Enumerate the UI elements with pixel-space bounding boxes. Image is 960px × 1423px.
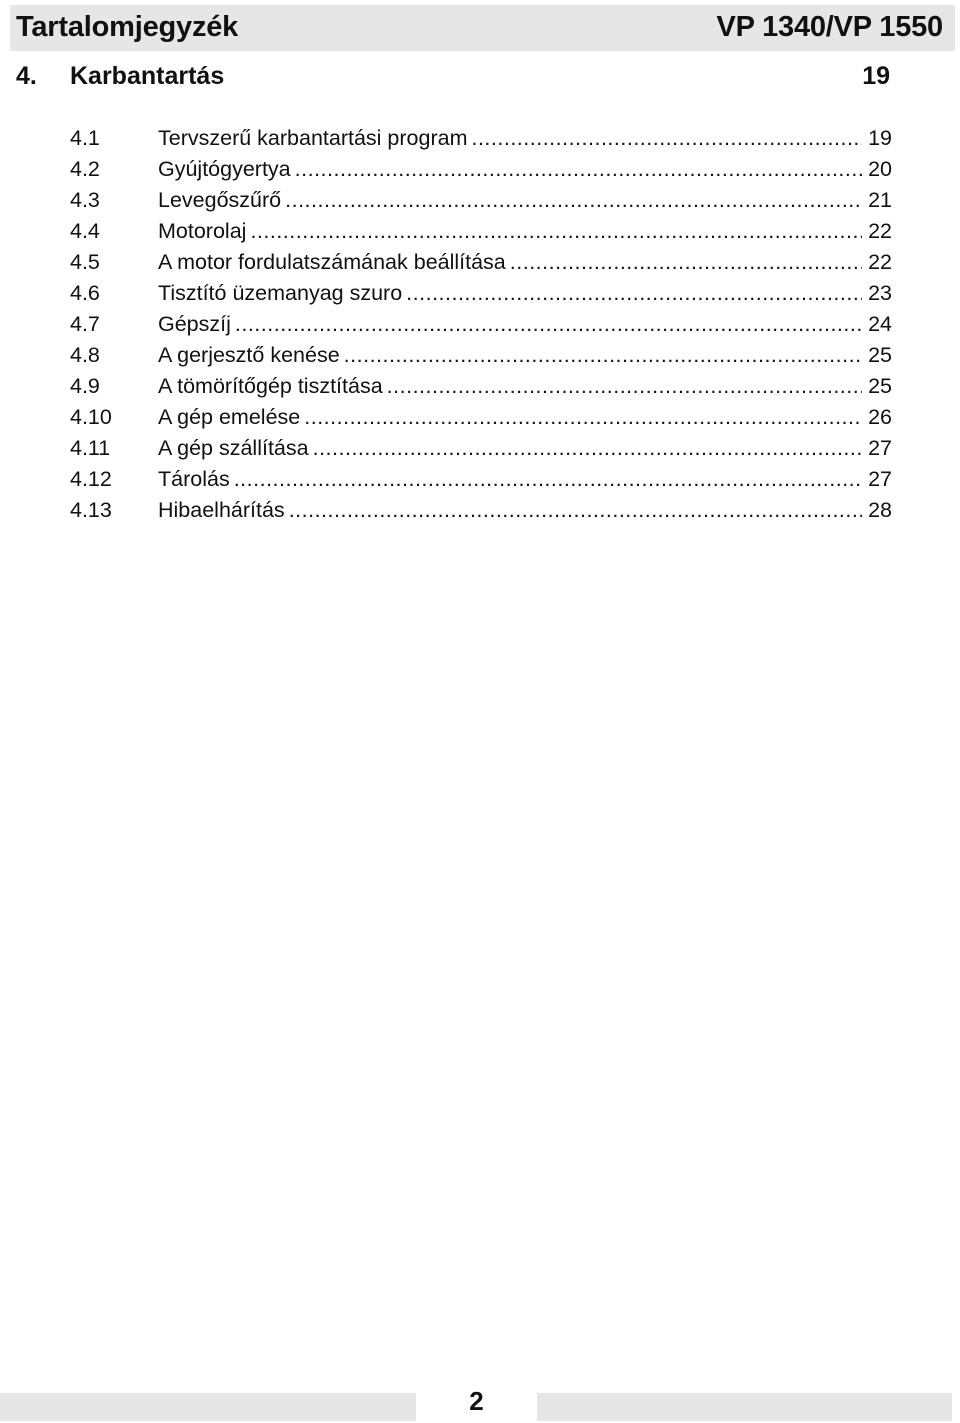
toc-item-title: A gép szállítása — [158, 436, 309, 460]
toc-item-number: 4.13 — [70, 498, 112, 522]
dot-leader — [234, 464, 862, 495]
toc-item-number: 4.12 — [70, 467, 112, 491]
toc-item-page: 27 — [868, 467, 892, 491]
header-bar — [10, 5, 955, 51]
dot-leader — [471, 123, 862, 154]
toc-item-title: Hibaelhárítás — [158, 498, 285, 522]
dot-leader — [406, 278, 862, 309]
chapter-page-number: 19 — [862, 62, 890, 90]
toc-item-title: Tárolás — [158, 467, 230, 491]
dot-leader — [344, 340, 862, 371]
chapter-heading — [16, 62, 890, 94]
toc-item[interactable] — [70, 247, 892, 278]
dot-leader — [510, 247, 862, 278]
dot-leader — [387, 371, 862, 402]
toc-item-title: A tömörítőgép tisztítása — [158, 374, 383, 398]
toc-item-page: 23 — [868, 281, 892, 305]
toc-item-number: 4.10 — [70, 405, 112, 429]
toc-item-number: 4.2 — [70, 157, 100, 181]
toc-item[interactable] — [70, 402, 892, 433]
toc-item-title: Gyújtógyertya — [158, 157, 291, 181]
footer-bar-left — [0, 1393, 416, 1421]
table-of-contents — [70, 123, 892, 526]
toc-item[interactable] — [70, 278, 892, 309]
toc-item-page: 22 — [868, 219, 892, 243]
dot-leader — [289, 495, 862, 526]
toc-item[interactable] — [70, 433, 892, 464]
toc-item-number: 4.9 — [70, 374, 100, 398]
toc-item-page: 25 — [868, 374, 892, 398]
dot-leader — [304, 402, 862, 433]
toc-item[interactable] — [70, 464, 892, 495]
toc-item-title: Tervszerű karbantartási program — [158, 126, 468, 150]
dot-leader — [235, 309, 862, 340]
toc-item[interactable] — [70, 123, 892, 154]
toc-item[interactable] — [70, 371, 892, 402]
toc-item-number: 4.5 — [70, 250, 100, 274]
toc-item[interactable] — [70, 216, 892, 247]
toc-item-number: 4.4 — [70, 219, 100, 243]
footer-bar-right — [537, 1393, 952, 1421]
toc-item[interactable] — [70, 185, 892, 216]
toc-item-page: 21 — [868, 188, 892, 212]
toc-item-page: 27 — [868, 436, 892, 460]
toc-item-title: Motorolaj — [158, 219, 247, 243]
page-number: 2 — [469, 1386, 484, 1416]
toc-item-number: 4.1 — [70, 126, 100, 150]
toc-item-title: Tisztító üzemanyag szuro — [158, 281, 403, 305]
document-title: Tartalomjegyzék — [16, 11, 239, 43]
toc-item-title: Levegőszűrő — [158, 188, 282, 212]
toc-item-title: Gépszíj — [158, 312, 231, 336]
toc-item-title: A motor fordulatszámának beállítása — [158, 250, 506, 274]
dot-leader — [295, 154, 862, 185]
toc-item-page: 26 — [868, 405, 892, 429]
toc-item-page: 28 — [868, 498, 892, 522]
toc-item[interactable] — [70, 154, 892, 185]
toc-item-page: 24 — [868, 312, 892, 336]
dot-leader — [313, 433, 862, 464]
chapter-title: Karbantartás — [70, 62, 225, 90]
dot-leader — [285, 185, 862, 216]
model-name: VP 1340/VP 1550 — [716, 11, 943, 43]
toc-item[interactable] — [70, 340, 892, 371]
toc-item-page: 20 — [868, 157, 892, 181]
toc-item-title: A gerjesztő kenése — [158, 343, 340, 367]
toc-item[interactable] — [70, 495, 892, 526]
toc-item-page: 25 — [868, 343, 892, 367]
toc-item-number: 4.11 — [70, 436, 111, 460]
toc-item-page: 19 — [868, 126, 892, 150]
chapter-number: 4. — [16, 62, 37, 90]
toc-item-page: 22 — [868, 250, 892, 274]
toc-item-number: 4.6 — [70, 281, 100, 305]
toc-item-number: 4.8 — [70, 343, 100, 367]
toc-item-number: 4.3 — [70, 188, 100, 212]
dot-leader — [250, 216, 862, 247]
toc-item-number: 4.7 — [70, 312, 100, 336]
toc-item-title: A gép emelése — [158, 405, 301, 429]
toc-item[interactable] — [70, 309, 892, 340]
